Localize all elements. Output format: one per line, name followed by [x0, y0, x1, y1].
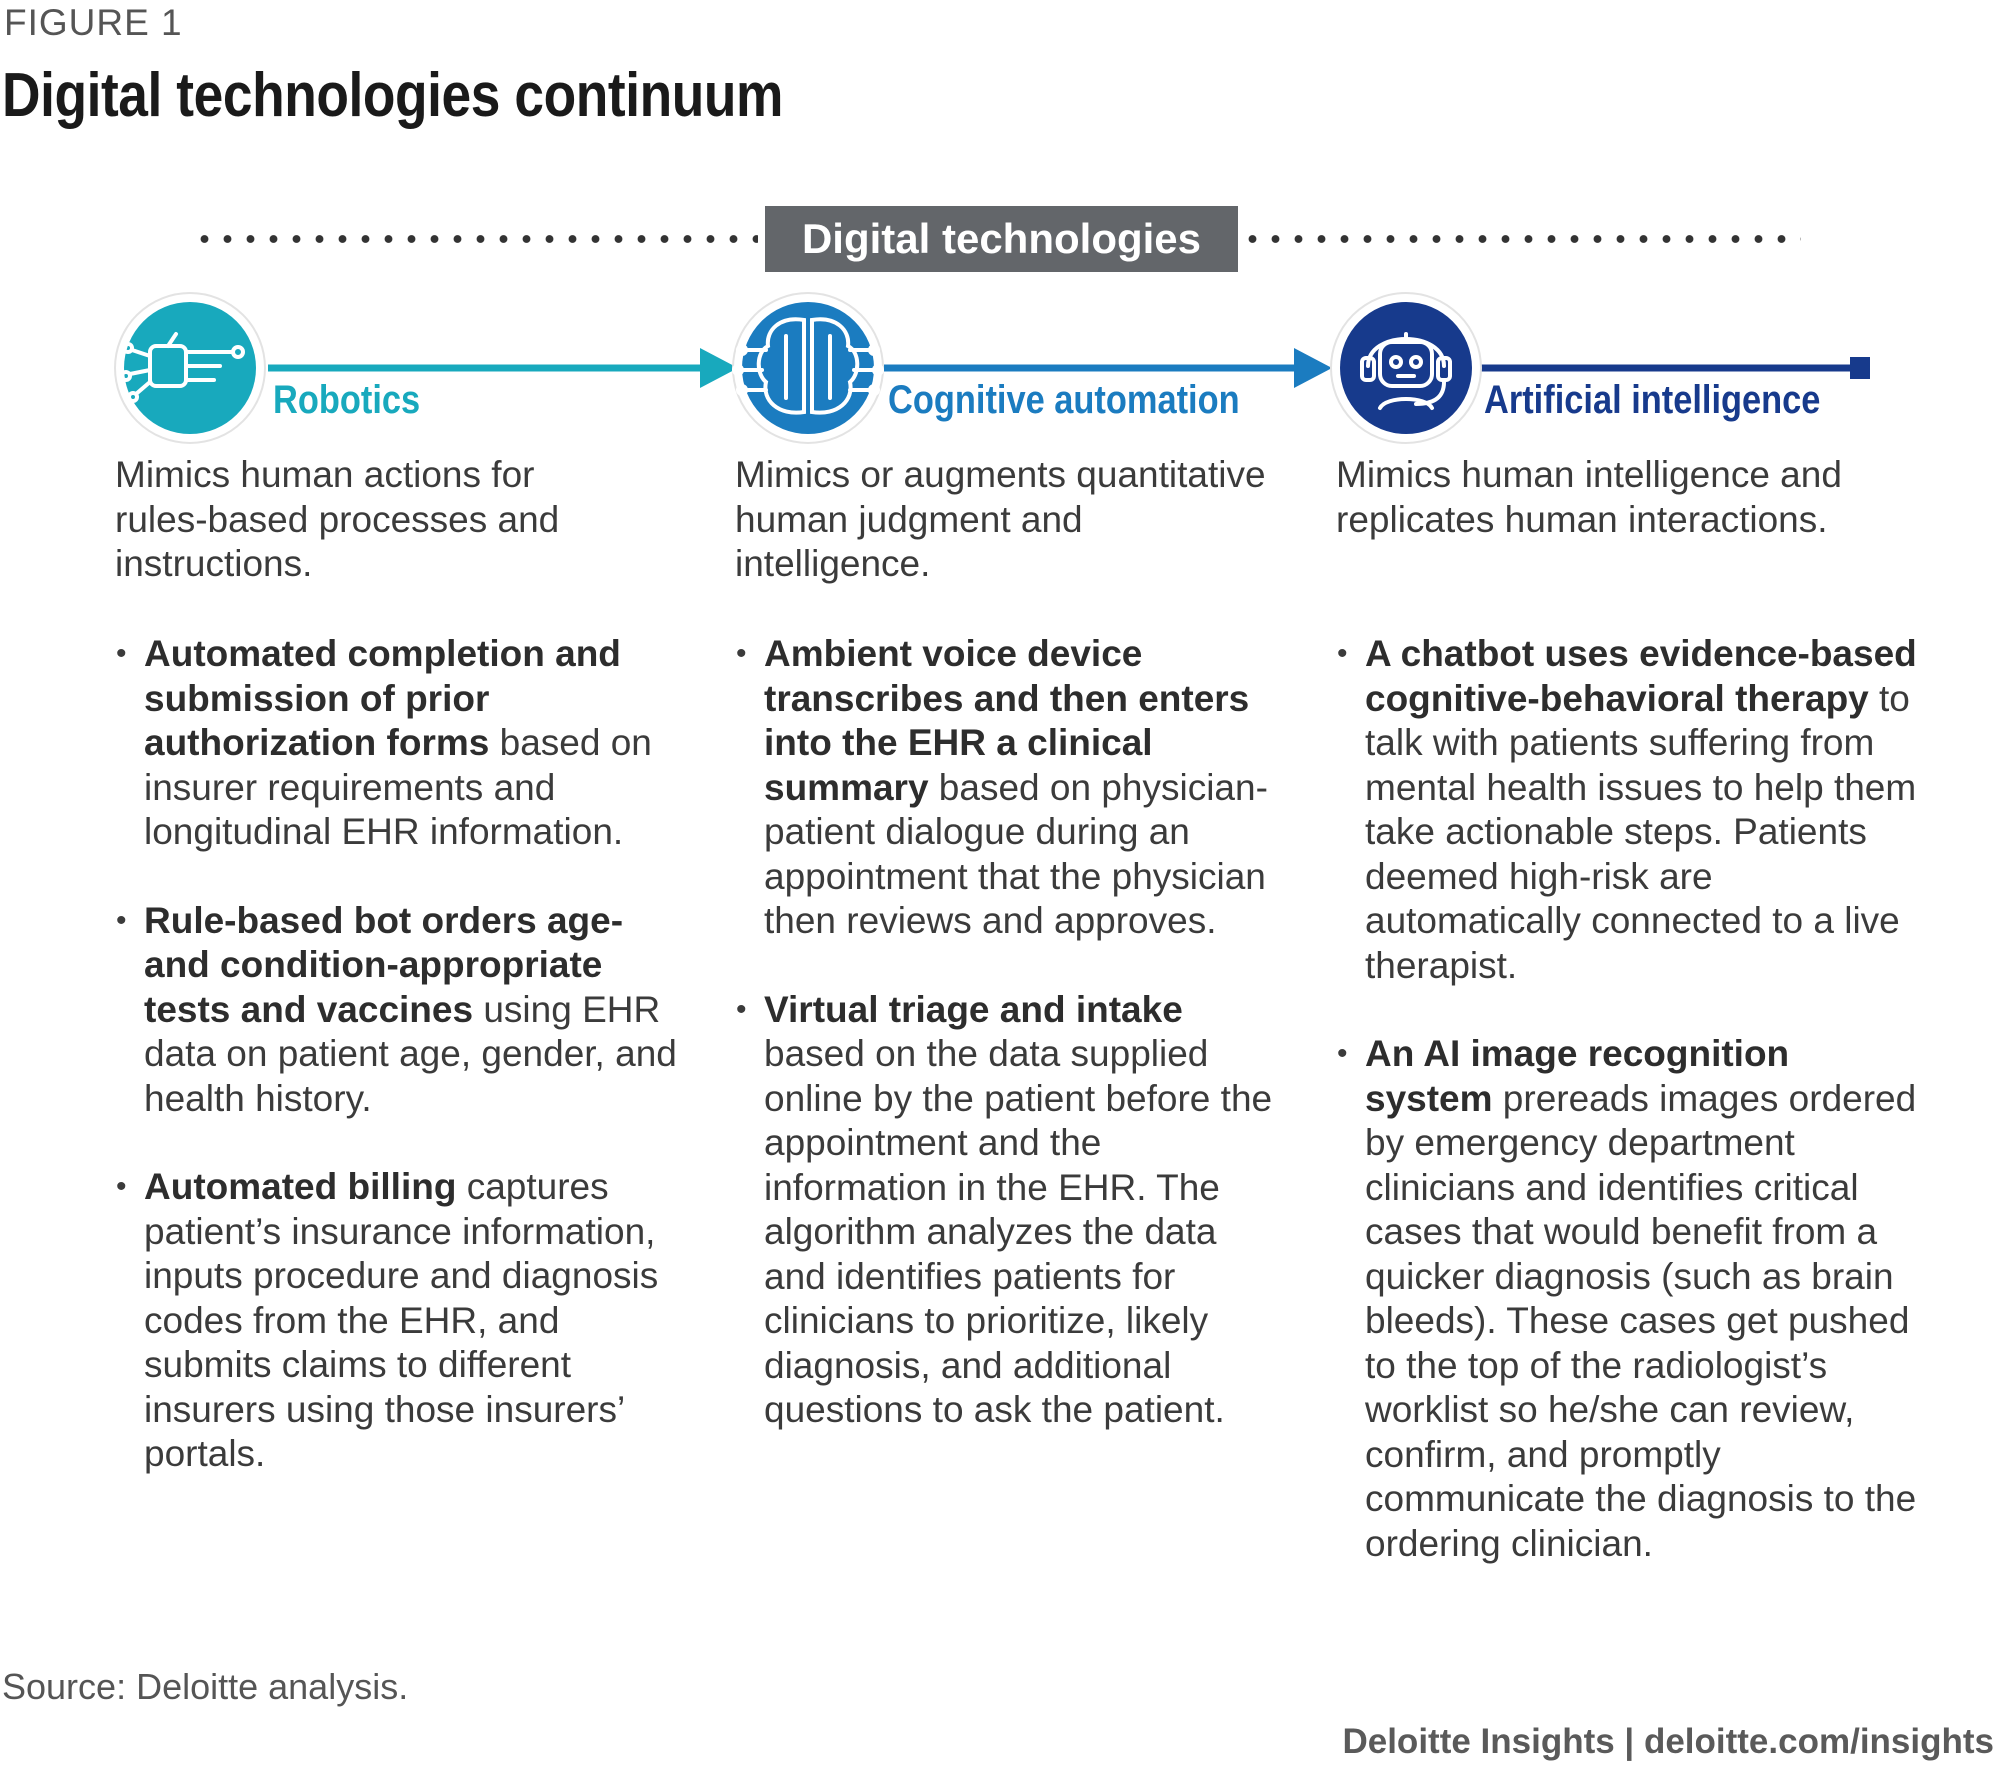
- bullet-text: using EHR data on patient age, gender, and health history.: [144, 988, 677, 1119]
- figure-label: FIGURE 1: [4, 2, 183, 43]
- banner-dots-left: [193, 234, 758, 244]
- list-item: [734, 632, 1279, 944]
- category-desc-ai: Mimics human intelligence and replicates human interactions.: [1336, 454, 1842, 540]
- robotic-hand-icon: [115, 293, 265, 443]
- list-item: [1335, 632, 1925, 988]
- bullet-bold: An AI image recognition system: [1365, 1033, 1790, 1119]
- list-item: [114, 1165, 679, 1477]
- arrowhead-2: [1294, 348, 1332, 388]
- category-desc-cognitive: Mimics or augments quantitative human judgment and intelligence.: [735, 454, 1266, 584]
- robot-headset-icon: [1331, 293, 1481, 443]
- bullet-dot: •: [116, 1170, 127, 1203]
- bullet-bold: Virtual triage and intake: [764, 988, 1183, 1030]
- bullet-text: prereads images ordered by emergency department clinicians and identifies critical cases that would benefit from a quicker diagnosis (such as brain bleeds). These cases get pushed to the top of the radiologist’s worklist so he/she can review, confirm, and promptly communicate the diagnosis to the ordering clinician.: [1365, 1077, 1917, 1564]
- bullet-list-cognitive: [734, 632, 1279, 1477]
- category-desc-robotics: Mimics human actions for rules-based processes and instructions.: [115, 454, 560, 584]
- bullet-dot: •: [1337, 1037, 1348, 1070]
- bullet-bold: Automated completion and submission of prior authorization forms: [144, 633, 621, 763]
- banner-label: Digital technologies: [765, 206, 1238, 272]
- bullet-bold: Ambient voice device transcribes and then enters into the EHR a clinical summary: [764, 633, 1250, 808]
- bullet-bold: Automated billing: [144, 1166, 457, 1207]
- category-title-cognitive: Cognitive automation: [888, 378, 1240, 422]
- bullet-text: captures patient’s insurance information, inputs procedure and diagnosis codes from the EHR, and submits claims to different insurers using those insurers’ portals.: [144, 1166, 659, 1474]
- ai-line-end: [1850, 357, 1870, 379]
- list-item: [114, 899, 679, 1122]
- source-note: Source: Deloitte analysis.: [2, 1666, 409, 1707]
- bullet-dot: •: [736, 992, 747, 1026]
- bullet-text: to talk with patients suffering from mental health issues to help them take actionable steps. Patients deemed high-risk are automatically connected to a live therapist.: [1365, 677, 1917, 986]
- bullet-list-ai: [1335, 632, 1925, 1610]
- category-title-ai: Artificial intelligence: [1484, 378, 1821, 422]
- figure-title: Digital technologies continuum: [2, 61, 784, 130]
- list-item: [1335, 1032, 1925, 1566]
- list-item: [734, 988, 1279, 1433]
- bullet-dot: •: [116, 903, 127, 937]
- list-item: [114, 632, 679, 855]
- bullet-dot: •: [116, 637, 127, 670]
- banner-dots-right: [1241, 234, 1801, 244]
- brand-footer: Deloitte Insights | deloitte.com/insights: [1342, 1722, 1994, 1761]
- bullet-dot: •: [1337, 637, 1348, 670]
- bullet-text: based on the data supplied online by the patient before the appointment and the information in the EHR. The algorithm analyzes the data and identifies patients for clinicians to prioritize, likely diagnosis, and additional questions to ask the patient.: [764, 1033, 1273, 1430]
- bullet-bold: A chatbot uses evidence-based cognitive-behavioral therapy: [1365, 633, 1917, 719]
- bullet-text: based on physician-patient dialogue during an appointment that the physician then reviews and approves.: [764, 766, 1268, 941]
- bullet-text: based on insurer requirements and longitudinal EHR information.: [144, 722, 652, 852]
- bullet-dot: •: [736, 637, 747, 670]
- brain-circuit-icon: [733, 293, 883, 443]
- bullet-bold: Rule-based bot orders age- and condition-appropriate tests and vaccines: [144, 899, 624, 1030]
- category-title-robotics: Robotics: [273, 378, 421, 422]
- bullet-list-robotics: [114, 632, 679, 1521]
